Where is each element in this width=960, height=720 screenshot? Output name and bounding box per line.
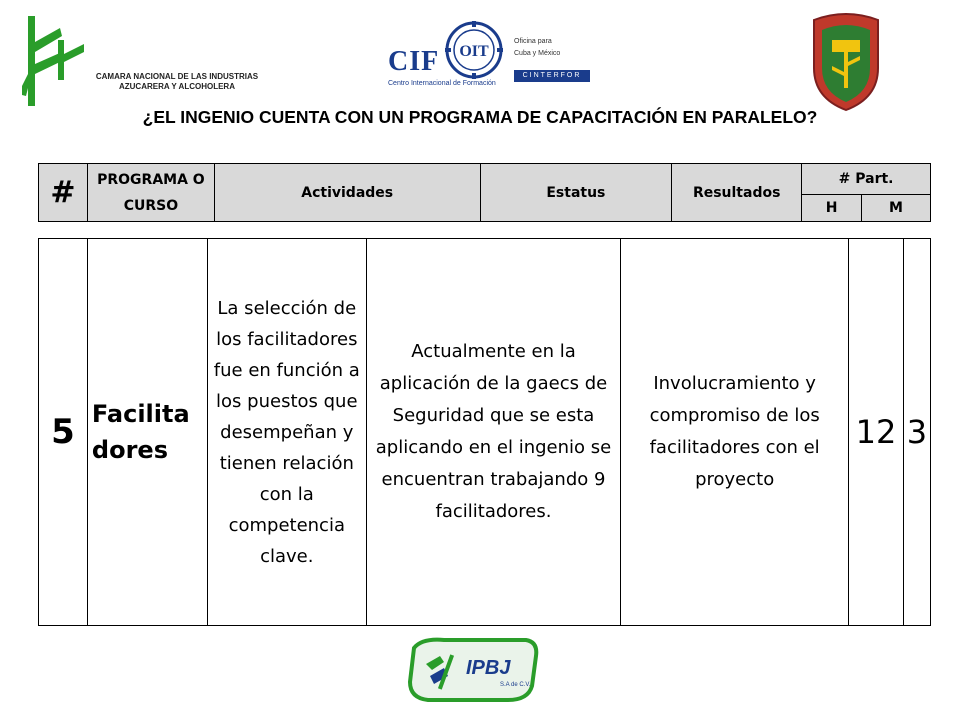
cif-subtitle: Centro Internacional de Formación — [388, 80, 496, 87]
row-h: 12 — [849, 239, 904, 626]
ipbj-subtitle: S.A de C.V. — [500, 682, 531, 688]
cinterfor-bar: CINTERFOR — [514, 70, 590, 82]
cane-icon — [22, 14, 102, 110]
cif-oit-logo — [378, 18, 593, 98]
header-table — [38, 163, 931, 222]
oit-office-line: Cuba y México — [514, 50, 561, 57]
camara-name — [82, 72, 272, 92]
camara-logo — [22, 14, 262, 110]
ipbj-wordmark: IPBJ — [466, 657, 511, 679]
header-results: Resultados — [672, 164, 802, 222]
oit-seal-icon — [444, 20, 504, 80]
row-results: Involucramiento y compromiso de los facilitadores con el proyecto — [621, 239, 849, 626]
row-status: Actualmente en la aplicación de la gaecs de Seguridad que se esta aplicando en el ingenio se encuentran trabajando 9 facilitadores. — [366, 239, 621, 626]
oit-label: OIT — [459, 43, 489, 60]
data-table — [38, 238, 931, 626]
header-m: M — [862, 195, 931, 222]
table-row — [39, 239, 931, 626]
row-program: Facilita dores — [87, 239, 207, 626]
row-activities: La selección de los facilitadores fue en función a los puestos que desempeñan y tienen relación con la competencia clave. — [207, 239, 366, 626]
header-h: H — [802, 195, 862, 222]
header-number: # — [39, 164, 88, 222]
header-participants: # Part. — [802, 164, 931, 195]
crest-icon — [808, 12, 884, 112]
camara-name-line: CAMARA NACIONAL DE LAS INDUSTRIAS — [95, 72, 259, 81]
header-program: PROGRAMA O CURSO — [87, 164, 214, 222]
row-number: 5 — [39, 239, 88, 626]
row-m: 3 — [903, 239, 930, 626]
oit-office — [514, 36, 560, 60]
page-title: ¿EL INGENIO CUENTA CON UN PROGRAMA DE CAPACITACIÓN EN PARALELO? — [142, 107, 818, 127]
camara-name-line: AZUCARERA Y ALCOHOLERA — [118, 82, 235, 91]
cif-wordmark: CIF — [388, 46, 440, 77]
header-status: Estatus — [480, 164, 672, 222]
header-activities: Actividades — [214, 164, 480, 222]
ipbj-logo — [404, 636, 542, 704]
oit-office-line: Oficina para — [514, 38, 552, 45]
